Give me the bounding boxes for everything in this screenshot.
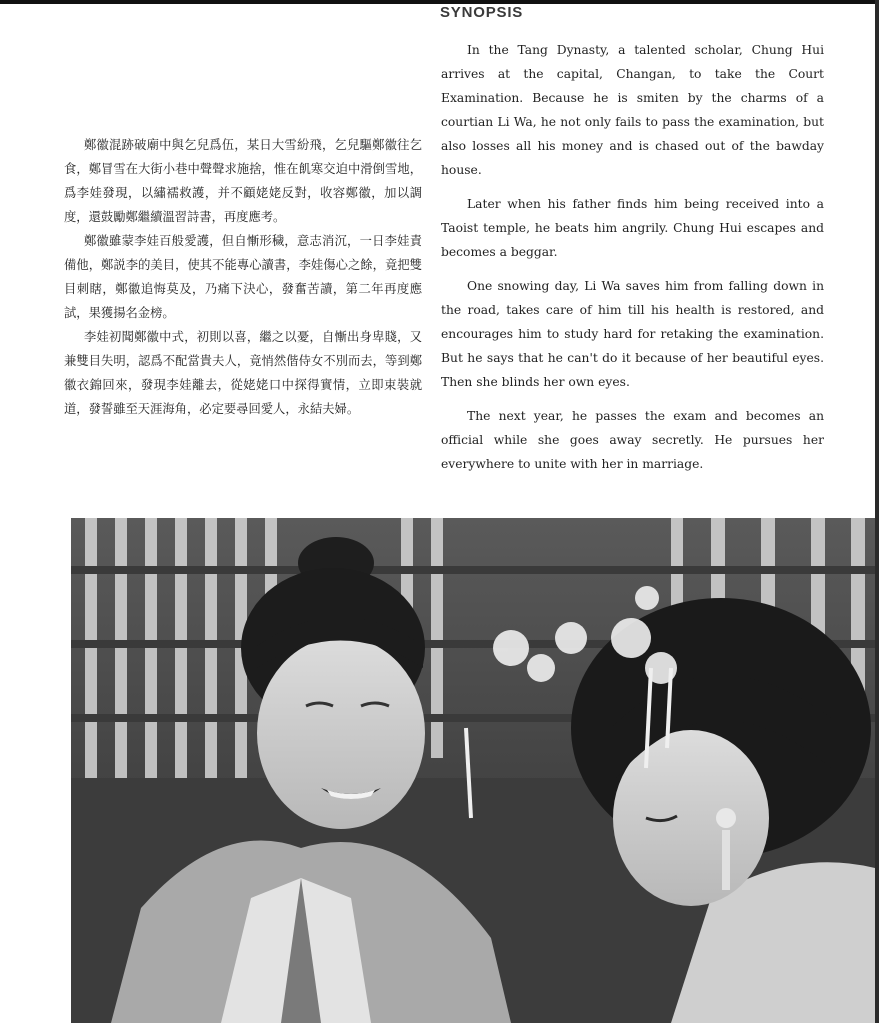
english-paragraph: In the Tang Dynasty, a talented scholar, Chung Hui arrives at the capital, Changan, to take the Court Examination. Because he is smiten by the charms of a courtian Li Wa, he not only fails to pass the examination, but also losses all his money and is chased out of the bawday house. xyxy=(441,43,824,177)
english-paragraph: The next year, he passes the exam and becomes an official while she goes away secretly. He pursues her everywhere to unite with her in marriage. xyxy=(441,409,824,471)
english-paragraph: Later when his father finds him being received into a Taoist temple, he beats him angrily. Chung Hui escapes and becomes a beggar. xyxy=(441,197,824,259)
chinese-paragraph: 李娃初聞鄭徽中式，初則以喜，繼之以憂，自慚出身卑賤，又兼雙目失明，認爲不配當貴夫人，竟悄然偕侍女不別而去，等到鄭徽衣錦回來，發現李娃離去，從姥姥口中探得實情，立即束裝就道，發誓雖至天涯海角，必定要尋回愛人，永結夫婦。 xyxy=(64,330,422,416)
english-paragraph: One snowing day, Li Wa saves him from falling down in the road, takes care of him till his health is restored, and encourages him to study hard for retaking the examination. But he says that he can't do it because of her beautiful eyes. Then she blinds her own eyes. xyxy=(441,279,824,389)
chinese-paragraph: 鄭徽雖蒙李娃百般愛護，但自慚形穢，意志消沉，一日李娃責備他，鄭説李的美目，使其不能專心讀書，李娃傷心之餘，竟把雙目刺瞎，鄭徽追悔莫及，乃痛下決心，發奮苦讀，第二年再度應試，果獲揚名金榜。 xyxy=(64,234,422,320)
english-synopsis xyxy=(441,38,824,486)
chinese-paragraph: 鄭徽混跡破廟中與乞兒爲伍，某日大雪紛飛，乞兒驅鄭徽往乞食，鄭冒雪在大街小巷中聲聲求施捨，惟在飢寒交迫中滑倒雪地，爲李娃發現，以繡襦救護，并不顧姥姥反對，收容鄭徽，加以調度，還鼓勵鄭繼續溫習詩書，再度應考。 xyxy=(64,138,422,224)
synopsis-heading: SYNOPSIS xyxy=(440,4,524,21)
chinese-synopsis xyxy=(64,133,422,421)
right-border xyxy=(875,0,879,1023)
film-still-photo xyxy=(71,518,875,1023)
